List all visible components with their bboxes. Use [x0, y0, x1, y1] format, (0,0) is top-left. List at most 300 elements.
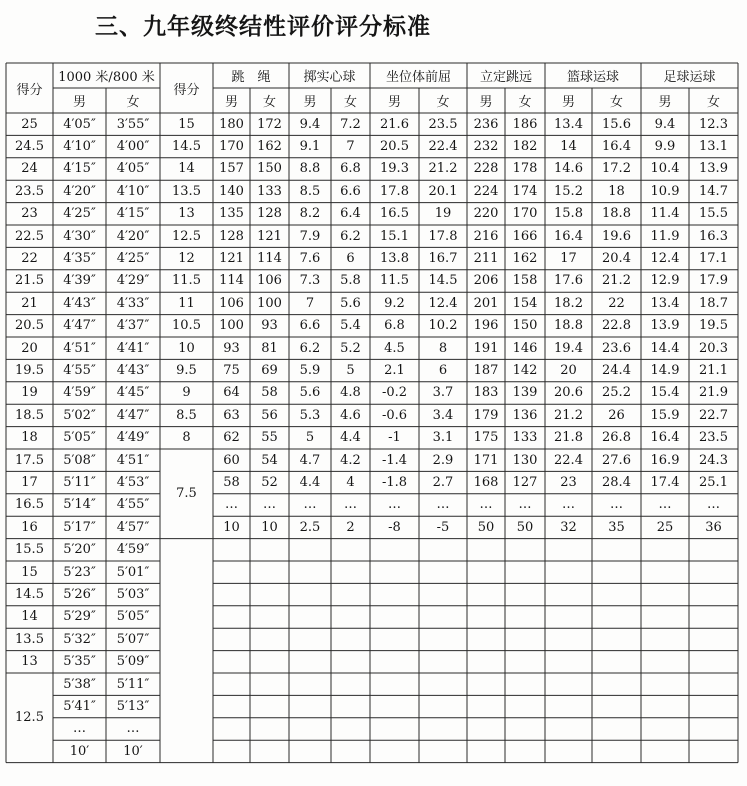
event-value-cell: 23	[560, 475, 577, 491]
run-score-cell: 23.5	[15, 183, 44, 199]
event-value-cell: …	[303, 497, 317, 513]
event-value-cell: 14.9	[650, 363, 680, 379]
event-value-cell: 8.2	[299, 206, 321, 222]
header-event-0-male: 男	[224, 95, 238, 110]
run-female-cell: 4′49″	[116, 430, 150, 446]
event-value-cell: 13.9	[699, 161, 728, 177]
event-value-cell: 32	[560, 519, 577, 535]
event-value-cell: 17.6	[554, 273, 583, 289]
event-value-cell: 5.4	[340, 318, 361, 334]
run-female-cell: 4′45″	[116, 385, 150, 401]
run-male-cell: 4′35″	[63, 251, 96, 267]
event-score-cell: 13	[178, 206, 195, 222]
event-value-cell: 54	[261, 452, 278, 468]
event-value-cell: 224	[473, 183, 499, 199]
event-value-cell: 12.4	[428, 295, 458, 311]
event-value-cell: 10	[223, 519, 240, 535]
run-female-cell: 5′07″	[116, 631, 150, 647]
run-score-cell: 21	[21, 295, 38, 311]
run-female-cell: 3′55″	[116, 116, 150, 132]
event-value-cell: 171	[473, 452, 499, 468]
event-value-cell: 9.4	[299, 116, 321, 132]
event-value-cell: 18	[608, 183, 625, 199]
event-value-cell: 50	[516, 519, 534, 535]
event-value-cell: 201	[473, 295, 499, 311]
event-value-cell: 62	[223, 430, 240, 446]
event-value-cell: 19.4	[554, 340, 583, 356]
header-event-0-female: 女	[262, 95, 276, 110]
event-value-cell: 60	[223, 452, 240, 468]
event-value-cell: 15.6	[602, 116, 631, 132]
event-value-cell: 16.3	[699, 228, 728, 244]
event-value-cell: 133	[512, 430, 538, 446]
event-value-cell: 220	[473, 206, 499, 222]
run-female-cell: 4′41″	[116, 340, 150, 356]
run-score-cell: 16	[21, 519, 38, 535]
event-value-cell: 236	[473, 116, 499, 132]
event-value-cell: 58	[223, 475, 240, 491]
event-value-cell: 56	[261, 407, 278, 423]
header-event-4-male: 男	[561, 95, 575, 110]
event-value-cell: 16.4	[650, 430, 680, 446]
event-value-cell: 6.2	[340, 228, 361, 244]
run-female-cell: 5′05″	[116, 609, 150, 625]
event-value-cell: 5	[305, 430, 315, 446]
event-value-cell: 12.3	[699, 116, 728, 132]
event-value-cell: …	[388, 497, 401, 513]
event-value-cell: 6.6	[299, 318, 321, 334]
event-value-cell: 166	[512, 228, 538, 244]
event-value-cell: …	[658, 497, 672, 513]
run-score-cell: 20.5	[15, 318, 44, 334]
event-value-cell: 121	[257, 228, 282, 244]
run-score-cell: 17	[21, 475, 38, 491]
event-value-cell: 100	[257, 295, 282, 311]
run-male-cell: 4′10″	[63, 139, 96, 155]
event-value-cell: 17.1	[699, 251, 728, 267]
run-female-cell: 4′29″	[116, 273, 150, 289]
event-value-cell: …	[436, 497, 450, 513]
event-value-cell: 128	[257, 206, 282, 222]
event-value-cell: 28.4	[602, 475, 631, 491]
event-value-cell: 16.9	[650, 452, 680, 468]
event-value-cell: …	[562, 497, 575, 513]
event-value-cell: 191	[473, 340, 499, 356]
event-value-cell: 24.3	[699, 452, 728, 468]
run-female-cell: 4′25″	[116, 251, 150, 267]
run-female-cell: 5′11″	[116, 676, 150, 692]
event-value-cell: 14.4	[650, 340, 680, 356]
event-value-cell: -1.4	[381, 452, 408, 468]
event-value-cell: 170	[512, 206, 538, 222]
run-score-cell: 24.5	[15, 139, 44, 155]
event-value-cell: 106	[257, 273, 282, 289]
run-female-cell: 4′59″	[116, 542, 150, 558]
event-value-cell: 9.9	[654, 139, 676, 155]
event-value-cell: 6	[438, 363, 448, 379]
event-value-cell: 7.2	[340, 116, 361, 132]
event-value-cell: 13.9	[650, 318, 680, 334]
header-event-4-female: 女	[609, 95, 623, 110]
event-value-cell: 17.4	[650, 475, 680, 491]
event-value-cell: 146	[512, 340, 538, 356]
event-score-cell: 10.5	[172, 318, 201, 334]
header-run-female: 女	[126, 95, 140, 110]
event-value-cell: 172	[257, 116, 282, 132]
event-value-cell: 17.8	[428, 228, 458, 244]
event-score-cell: 7.5	[176, 486, 197, 502]
event-score-cell: 13.5	[172, 183, 201, 199]
page-title: 三、九年级终结性评价评分标准	[95, 14, 431, 40]
event-value-cell: 14.6	[554, 161, 583, 177]
event-value-cell: 158	[512, 273, 538, 289]
run-male-cell: 4′39″	[63, 273, 96, 289]
event-value-cell: 69	[261, 363, 278, 379]
event-value-cell: 26.8	[602, 430, 631, 446]
event-value-cell: 55	[261, 430, 278, 446]
event-value-cell: 6.4	[340, 206, 361, 222]
event-value-cell: 35	[608, 519, 625, 535]
run-female-cell: 4′47″	[116, 407, 150, 423]
event-value-cell: 6	[346, 251, 355, 267]
event-value-cell: 22	[608, 295, 625, 311]
event-value-cell: 180	[219, 116, 244, 132]
header-event-4: 篮球运球	[566, 70, 619, 85]
event-value-cell: 182	[512, 139, 538, 155]
run-female-cell: 10′	[123, 743, 143, 759]
event-value-cell: 175	[473, 430, 499, 446]
event-value-cell: 2.9	[432, 452, 454, 468]
run-female-cell: 4′43″	[116, 363, 150, 379]
run-female-cell: 4′33″	[116, 295, 150, 311]
event-value-cell: 15.8	[554, 206, 583, 222]
event-value-cell: 19.3	[380, 161, 409, 177]
run-score-cell: 22	[21, 251, 38, 267]
event-value-cell: …	[610, 497, 623, 513]
event-value-cell: …	[263, 497, 276, 513]
event-value-cell: 10.9	[650, 183, 680, 199]
event-value-cell: 21.2	[602, 273, 631, 289]
event-value-cell: 21.9	[699, 385, 728, 401]
event-value-cell: 5.6	[340, 295, 361, 311]
event-value-cell: 7	[305, 295, 315, 311]
run-male-cell: 5′20″	[63, 542, 96, 558]
event-value-cell: 75	[223, 363, 240, 379]
header-event-1-female: 女	[343, 95, 357, 110]
event-value-cell: 22.8	[602, 318, 631, 334]
header-score-run: 得分	[16, 82, 43, 98]
event-value-cell: 183	[473, 385, 499, 401]
event-value-cell: 11.4	[650, 206, 680, 222]
event-value-cell: 5.2	[340, 340, 361, 356]
header-event-3: 立定跳远	[479, 70, 532, 85]
header-run: 1000 米/800 米	[58, 70, 155, 85]
event-value-cell: 228	[473, 161, 499, 177]
event-value-cell: 20.4	[602, 251, 631, 267]
event-value-cell: 9.2	[384, 295, 405, 311]
header-event-3-male: 男	[479, 95, 493, 110]
event-value-cell: 93	[261, 318, 278, 334]
event-value-cell: 12.9	[650, 273, 680, 289]
event-value-cell: 19	[434, 206, 452, 222]
run-female-cell: …	[126, 721, 140, 737]
event-value-cell: -8	[388, 519, 401, 535]
event-value-cell: 186	[512, 116, 538, 132]
event-value-cell: 5.6	[299, 385, 321, 401]
run-female-cell: 4′05″	[116, 161, 150, 177]
event-value-cell: 196	[473, 318, 499, 334]
event-value-cell: 17.2	[602, 161, 631, 177]
event-value-cell: 14.5	[428, 273, 458, 289]
event-value-cell: 140	[219, 183, 244, 199]
event-value-cell: 50	[477, 519, 495, 535]
run-score-cell: 19	[21, 385, 38, 401]
run-score-cell: 18	[21, 430, 38, 446]
run-score-cell: 14	[21, 609, 38, 625]
event-value-cell: -0.2	[381, 385, 408, 401]
event-value-cell: 23.5	[428, 116, 458, 132]
event-value-cell: 211	[473, 251, 499, 267]
run-male-cell: 5′02″	[63, 407, 96, 423]
event-score-cell: 10	[178, 340, 195, 356]
event-value-cell: 22.7	[699, 407, 728, 423]
event-value-cell: 13.4	[554, 116, 583, 132]
event-value-cell: 206	[473, 273, 499, 289]
event-value-cell: 15.5	[699, 206, 728, 222]
event-value-cell: 16.4	[554, 228, 583, 244]
run-female-cell: 4′37″	[116, 318, 150, 334]
run-male-cell: 5′23″	[63, 564, 96, 580]
event-value-cell: 10	[261, 519, 278, 535]
event-value-cell: 3.7	[432, 385, 454, 401]
event-value-cell: 130	[512, 452, 538, 468]
event-value-cell: …	[479, 497, 493, 513]
event-value-cell: 114	[219, 273, 244, 289]
event-value-cell: 16.7	[428, 251, 458, 267]
header-run-male: 男	[72, 95, 86, 110]
event-value-cell: 20.6	[554, 385, 583, 401]
event-value-cell: 13.1	[699, 139, 728, 155]
header-score-event: 得分	[173, 82, 200, 98]
run-male-cell: 4′15″	[63, 161, 96, 177]
event-value-cell: 135	[219, 206, 244, 222]
run-female-cell: 4′57″	[116, 519, 150, 535]
event-value-cell: 5.3	[299, 407, 321, 423]
event-value-cell: 64	[223, 385, 240, 401]
event-value-cell: 8.5	[299, 183, 321, 199]
run-male-cell: 5′35″	[63, 654, 96, 670]
run-male-cell: 5′11″	[63, 475, 96, 491]
run-female-cell: 4′10″	[116, 183, 150, 199]
event-value-cell: 157	[219, 161, 244, 177]
event-value-cell: 128	[219, 228, 244, 244]
run-female-cell: 4′55″	[116, 497, 150, 513]
run-female-cell: 4′20″	[116, 228, 150, 244]
run-score-cell: 25	[21, 116, 38, 132]
event-value-cell: 10.2	[428, 318, 458, 334]
event-value-cell: 20.1	[428, 183, 458, 199]
event-value-cell: 127	[512, 475, 538, 491]
header-event-2: 坐位体前屈	[385, 70, 451, 85]
event-value-cell: 36	[705, 519, 722, 535]
header-event-2-male: 男	[387, 95, 401, 110]
event-value-cell: 2.5	[299, 519, 321, 535]
event-value-cell: 121	[219, 251, 244, 267]
run-score-cell: 13	[21, 654, 38, 670]
event-value-cell: 17.9	[699, 273, 728, 289]
event-value-cell: 139	[512, 385, 538, 401]
run-score-cell: 15	[21, 564, 38, 580]
run-male-cell: 5′05″	[63, 430, 96, 446]
event-score-cell: 14	[178, 161, 195, 177]
event-value-cell: 6.6	[340, 183, 361, 199]
event-value-cell: 22.4	[554, 452, 583, 468]
event-value-cell: 26	[608, 407, 625, 423]
run-male-cell: 5′14″	[63, 497, 96, 513]
header-event-0: 跳 绳	[231, 70, 271, 85]
event-value-cell: 18.8	[602, 206, 631, 222]
run-score-cell: 16.5	[15, 497, 44, 513]
event-score-cell: 9	[182, 385, 191, 401]
event-value-cell: 2.1	[384, 363, 405, 379]
event-score-cell: 11	[178, 295, 195, 311]
event-value-cell: 150	[512, 318, 538, 334]
event-value-cell: 25.1	[699, 475, 728, 491]
event-value-cell: 216	[473, 228, 499, 244]
event-value-cell: 11.9	[650, 228, 680, 244]
event-value-cell: 81	[261, 340, 278, 356]
event-value-cell: 15.2	[554, 183, 583, 199]
run-male-cell: 5′29″	[63, 609, 96, 625]
event-score-cell: 8	[182, 430, 191, 446]
header-event-1: 掷实心球	[303, 70, 356, 85]
header-event-1-male: 男	[303, 95, 317, 110]
run-male-cell: …	[73, 721, 86, 737]
event-value-cell: 17	[560, 251, 577, 267]
event-value-cell: 3.4	[432, 407, 454, 423]
event-value-cell: 7	[346, 139, 355, 155]
run-male-cell: 4′05″	[63, 116, 96, 132]
header-event-5-male: 男	[658, 95, 672, 110]
run-male-cell: 4′43″	[63, 295, 96, 311]
event-value-cell: 9.4	[654, 116, 676, 132]
run-score-cell: 14.5	[15, 587, 44, 603]
event-value-cell: 21.6	[380, 116, 409, 132]
event-value-cell: -1	[388, 430, 401, 446]
run-female-cell: 4′15″	[116, 206, 150, 222]
event-value-cell: 178	[512, 161, 538, 177]
run-female-cell: 4′51″	[116, 452, 150, 468]
run-score-cell: 24	[21, 161, 38, 177]
event-value-cell: -5	[436, 519, 450, 535]
run-female-cell: 4′53″	[116, 475, 150, 491]
event-value-cell: 13.8	[380, 251, 409, 267]
event-value-cell: 19.5	[699, 318, 728, 334]
event-value-cell: 170	[219, 139, 244, 155]
run-male-cell: 4′25″	[63, 206, 96, 222]
event-value-cell: 22.4	[428, 139, 458, 155]
event-score-cell: 11.5	[172, 273, 201, 289]
event-value-cell: …	[225, 497, 238, 513]
event-value-cell: 9.1	[299, 139, 321, 155]
event-value-cell: 3.1	[432, 430, 454, 446]
event-value-cell: 20.5	[380, 139, 409, 155]
event-value-cell: 12.4	[650, 251, 680, 267]
run-female-cell: 4′00″	[116, 139, 150, 155]
run-female-cell: 5′01″	[116, 564, 150, 580]
run-score-cell: 22.5	[15, 228, 44, 244]
run-male-cell: 4′20″	[63, 183, 96, 199]
event-value-cell: 14	[560, 139, 577, 155]
event-value-cell: 2	[346, 519, 355, 535]
run-male-cell: 5′38″	[63, 676, 96, 692]
event-value-cell: 27.6	[602, 452, 631, 468]
event-value-cell: 15.1	[380, 228, 409, 244]
event-value-cell: 4.4	[340, 430, 361, 446]
event-value-cell: 6.8	[384, 318, 405, 334]
run-male-cell: 5′41″	[63, 699, 96, 715]
event-value-cell: -1.8	[381, 475, 408, 491]
event-value-cell: 133	[257, 183, 282, 199]
event-value-cell: 162	[257, 139, 282, 155]
event-value-cell: 14.7	[699, 183, 728, 199]
event-value-cell: 8.8	[299, 161, 321, 177]
event-value-cell: 150	[257, 161, 282, 177]
run-male-cell: 4′47″	[63, 318, 96, 334]
event-value-cell: 18.7	[699, 295, 728, 311]
event-value-cell: 18.8	[554, 318, 583, 334]
run-male-cell: 4′30″	[63, 228, 96, 244]
event-value-cell: 154	[512, 295, 538, 311]
event-value-cell: 187	[473, 363, 499, 379]
run-score-cell: 19.5	[15, 363, 44, 379]
event-value-cell: 63	[223, 407, 240, 423]
header-event-5: 足球运球	[663, 70, 716, 85]
event-value-cell: 114	[257, 251, 282, 267]
event-value-cell: 21.1	[699, 363, 728, 379]
event-value-cell: 179	[473, 407, 499, 423]
event-value-cell: 21.2	[554, 407, 583, 423]
event-value-cell: 20.3	[699, 340, 728, 356]
run-male-cell: 4′55″	[63, 363, 96, 379]
event-value-cell: 19.6	[602, 228, 631, 244]
event-value-cell: 174	[512, 183, 538, 199]
event-value-cell: 100	[219, 318, 244, 334]
event-value-cell: 7.6	[299, 251, 321, 267]
event-value-cell: 4.2	[340, 452, 361, 468]
event-value-cell: 20	[560, 363, 577, 379]
run-male-cell: 5′32″	[63, 631, 96, 647]
event-value-cell: 7.9	[299, 228, 321, 244]
event-value-cell: 5	[346, 363, 355, 379]
event-value-cell: 25.2	[602, 385, 631, 401]
event-value-cell: 4.8	[340, 385, 361, 401]
event-value-cell: 2.7	[432, 475, 454, 491]
event-value-cell: 4.6	[340, 407, 361, 423]
event-score-cell: 12.5	[172, 228, 201, 244]
header-event-2-female: 女	[436, 95, 450, 110]
event-score-cell: 9.5	[176, 363, 197, 379]
event-value-cell: 168	[473, 475, 499, 491]
event-value-cell: 4.5	[384, 340, 405, 356]
event-value-cell: 21.2	[428, 161, 458, 177]
event-value-cell: 142	[512, 363, 538, 379]
event-score-cell: 12	[178, 251, 195, 267]
run-female-cell: 5′09″	[116, 654, 150, 670]
event-value-cell: 17.8	[380, 183, 409, 199]
run-male-cell: 5′08″	[63, 452, 96, 468]
event-value-cell: 7.3	[299, 273, 321, 289]
